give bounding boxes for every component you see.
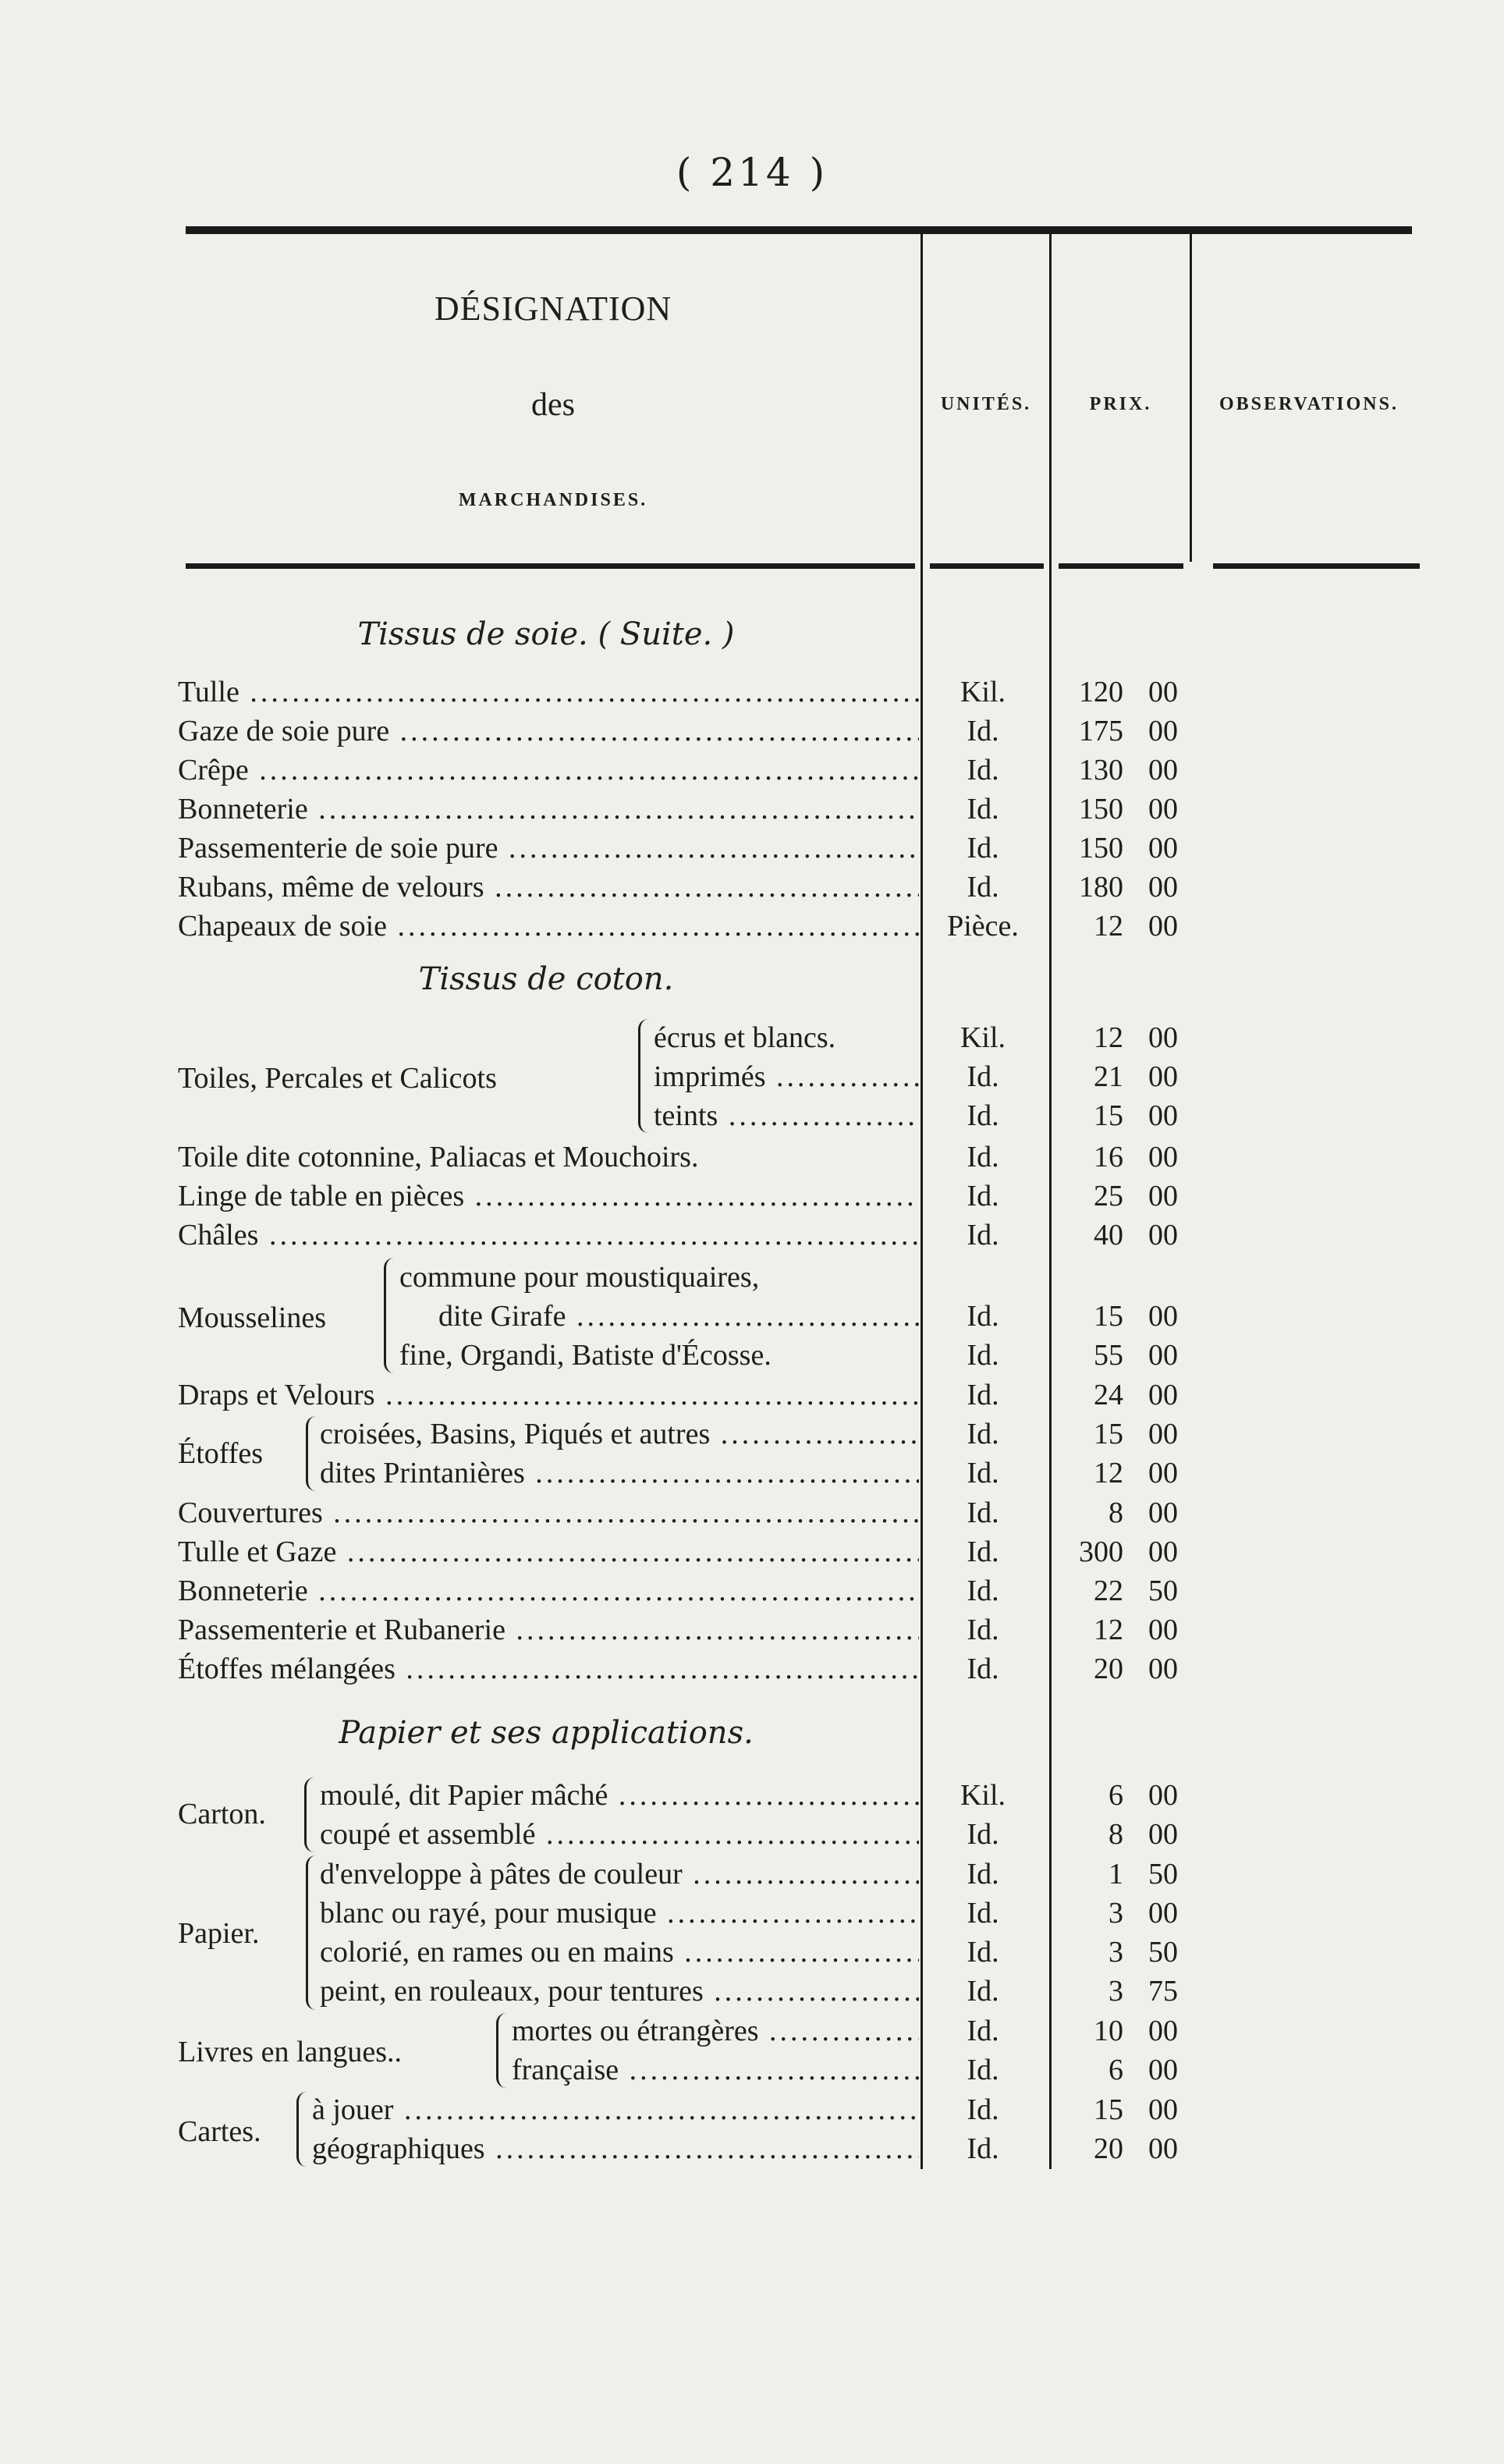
price-francs: 15 (1094, 1099, 1123, 1132)
table-row (0, 712, 1504, 751)
table-row (0, 829, 1504, 868)
price-francs: 1 (1108, 1858, 1123, 1891)
price-centimes: 50 (1148, 1936, 1178, 1969)
table-row (0, 1776, 1504, 1815)
price-centimes: 00 (1148, 1497, 1178, 1529)
unit-cell: Id. (967, 1379, 999, 1411)
unit-cell: Pièce. (947, 910, 1019, 943)
item-label: géographiques ..... (312, 2129, 919, 2168)
item-label: dite Girafe ..... (438, 1297, 919, 1336)
unit-cell: Id. (967, 2093, 999, 2126)
item-label: commune pour moustiquaires, (399, 1261, 760, 1294)
price-francs: 24 (1094, 1379, 1123, 1411)
item-label: teints ..... (654, 1096, 919, 1135)
table-row (0, 1138, 1504, 1177)
price-francs: 20 (1094, 1653, 1123, 1685)
item-label: Passementerie et Rubanerie ..... (178, 1610, 919, 1649)
table-row (0, 1649, 1504, 1688)
page-number: ( 214 ) (676, 150, 828, 195)
price-francs: 12 (1094, 910, 1123, 943)
item-label: Bonneterie ..... (178, 1571, 919, 1610)
table-row (0, 907, 1504, 946)
price-francs: 20 (1094, 2132, 1123, 2165)
table-row (0, 1018, 1504, 1057)
price-centimes: 00 (1148, 2054, 1178, 2086)
price-francs: 300 (1079, 1536, 1123, 1568)
unit-cell: Id. (967, 2015, 999, 2047)
unit-cell: Id. (967, 2132, 999, 2165)
item-label: peint, en rouleaux, pour tentures ..... (320, 1972, 919, 2011)
unit-cell: Kil. (960, 1779, 1006, 1812)
unit-cell: Id. (967, 2054, 999, 2086)
item-label: coupé et assemblé ..... (320, 1815, 919, 1854)
header-rule-price (1059, 563, 1183, 569)
header-designation: DÉSIGNATION (434, 289, 672, 328)
item-label: Étoffes mélangées ..... (178, 1649, 919, 1688)
item-label: dites Printanières ..... (320, 1454, 919, 1493)
unit-cell: Id. (967, 1457, 999, 1489)
price-centimes: 00 (1148, 2093, 1178, 2126)
price-francs: 180 (1079, 871, 1123, 904)
price-centimes: 00 (1148, 715, 1178, 747)
unit-cell: Id. (967, 1975, 999, 2008)
price-francs: 12 (1094, 1457, 1123, 1489)
table-row (0, 1376, 1504, 1415)
table-row (0, 1216, 1504, 1255)
price-francs: 10 (1094, 2015, 1123, 2047)
price-francs: 22 (1094, 1575, 1123, 1607)
price-francs: 6 (1108, 2054, 1123, 2086)
unit-cell: Kil. (960, 676, 1006, 708)
price-centimes: 50 (1148, 1858, 1178, 1891)
unit-cell: Id. (967, 1099, 999, 1132)
table-row (0, 2129, 1504, 2168)
table-row (0, 1415, 1504, 1454)
table-row (0, 751, 1504, 790)
price-francs: 175 (1079, 715, 1123, 747)
price-centimes: 00 (1148, 754, 1178, 786)
header-price: PRIX. (1089, 394, 1152, 414)
header-observations: OBSERVATIONS. (1218, 394, 1399, 414)
unit-cell: Id. (967, 1497, 999, 1529)
table-row (0, 1096, 1504, 1135)
item-label: mortes ou étrangères ..... (512, 2011, 919, 2050)
table-row (0, 1933, 1504, 1972)
item-label: française ..... (512, 2050, 919, 2089)
item-label: Rubans, même de velours ..... (178, 868, 919, 907)
price-francs: 21 (1094, 1060, 1123, 1093)
price-francs: 6 (1108, 1779, 1123, 1812)
item-label: Draps et Velours ..... (178, 1376, 919, 1415)
table-row (0, 1057, 1504, 1096)
price-centimes: 00 (1148, 1021, 1178, 1054)
price-francs: 15 (1094, 1418, 1123, 1450)
item-label: Crêpe ..... (178, 751, 919, 790)
price-francs: 3 (1108, 1975, 1123, 2008)
table-row (0, 868, 1504, 907)
header-rule-observations (1213, 563, 1420, 569)
section-title-papier: Papier et ses applications. (339, 1715, 754, 1751)
table-row (0, 1972, 1504, 2011)
group-label-etoffes: Étoffes (178, 1437, 264, 1470)
price-francs: 16 (1094, 1141, 1123, 1173)
table-row (0, 1336, 1504, 1375)
unit-cell: Id. (967, 793, 999, 825)
section-title-coton: Tissus de coton. (418, 961, 674, 997)
price-centimes: 00 (1148, 2015, 1178, 2047)
price-centimes: 00 (1148, 1897, 1178, 1930)
table-row (0, 1454, 1504, 1493)
price-centimes: 00 (1148, 2132, 1178, 2165)
table-row (0, 1815, 1504, 1854)
item-label: Linge de table en pièces ..... (178, 1177, 919, 1216)
item-label: Passementerie de soie pure ..... (178, 829, 919, 868)
unit-cell: Id. (967, 1339, 999, 1372)
price-centimes: 00 (1148, 1300, 1178, 1333)
unit-cell: Id. (967, 1536, 999, 1568)
price-francs: 120 (1079, 676, 1123, 708)
price-francs: 15 (1094, 1300, 1123, 1333)
price-centimes: 00 (1148, 1614, 1178, 1646)
group-label-livres: Livres en langues.. (178, 2036, 403, 2068)
header-rule-units (930, 563, 1044, 569)
item-label: Toile dite cotonnine, Paliacas et Mouchoirs. (178, 1141, 699, 1173)
price-francs: 8 (1108, 1497, 1123, 1529)
item-label: Tulle et Gaze ..... (178, 1532, 919, 1571)
table-row (0, 673, 1504, 712)
group-label-mousselines: Mousselines (178, 1301, 326, 1334)
item-label: Châles ..... (178, 1216, 919, 1255)
item-label: à jouer ..... (312, 2090, 919, 2129)
table-row (0, 790, 1504, 829)
group-label-carton: Carton. (178, 1798, 266, 1830)
price-centimes: 00 (1148, 1180, 1178, 1212)
unit-cell: Id. (967, 1897, 999, 1930)
table-row (0, 1297, 1504, 1336)
unit-cell: Id. (967, 1219, 999, 1252)
price-centimes: 00 (1148, 910, 1178, 943)
price-francs: 40 (1094, 1219, 1123, 1252)
item-label: d'enveloppe à pâtes de couleur ..... (320, 1855, 919, 1894)
price-centimes: 00 (1148, 1536, 1178, 1568)
item-label: Bonneterie ..... (178, 790, 919, 829)
table-row (0, 1855, 1504, 1894)
unit-cell: Id. (967, 1418, 999, 1450)
price-centimes: 00 (1148, 1339, 1178, 1372)
price-francs: 15 (1094, 2093, 1123, 2126)
price-francs: 12 (1094, 1021, 1123, 1054)
table-row (0, 1571, 1504, 1610)
unit-cell: Id. (967, 1936, 999, 1969)
item-label: moulé, dit Papier mâché ..... (320, 1776, 919, 1815)
price-francs: 8 (1108, 1818, 1123, 1851)
item-label: fine, Organdi, Batiste d'Écosse. (399, 1339, 772, 1372)
unit-cell: Id. (967, 1858, 999, 1891)
item-label: blanc ou rayé, pour musique ..... (320, 1894, 919, 1933)
price-centimes: 00 (1148, 1653, 1178, 1685)
price-francs: 130 (1079, 754, 1123, 786)
item-label: croisées, Basins, Piqués et autres ..... (320, 1415, 919, 1454)
group-label-toiles: Toiles, Percales et Calicots (178, 1062, 497, 1095)
item-label: colorié, en rames ou en mains ..... (320, 1933, 919, 1972)
unit-cell: Id. (967, 1300, 999, 1333)
header-des: des (531, 387, 575, 423)
price-centimes: 00 (1148, 1379, 1178, 1411)
price-centimes: 00 (1148, 1418, 1178, 1450)
table-row (0, 2011, 1504, 2050)
item-label: Chapeaux de soie ..... (178, 907, 919, 946)
group-label-cartes: Cartes. (178, 2115, 261, 2148)
unit-cell: Id. (967, 832, 999, 865)
price-centimes: 00 (1148, 1060, 1178, 1093)
price-centimes: 75 (1148, 1975, 1178, 2008)
table-row (0, 1532, 1504, 1571)
price-francs: 12 (1094, 1614, 1123, 1646)
group-label-papier: Papier. (178, 1917, 260, 1950)
unit-cell: Id. (967, 1141, 999, 1173)
price-centimes: 00 (1148, 1818, 1178, 1851)
unit-cell: Id. (967, 1818, 999, 1851)
section-title-soie: Tissus de soie. ( Suite. ) (357, 616, 735, 652)
top-rule (186, 226, 1412, 234)
table-row (0, 1258, 1504, 1297)
header-marchandises: MARCHANDISES. (458, 490, 648, 510)
price-centimes: 00 (1148, 1099, 1178, 1132)
item-label: imprimés ..... (654, 1057, 919, 1096)
unit-cell: Id. (967, 1614, 999, 1646)
table-row (0, 1177, 1504, 1216)
price-francs: 55 (1094, 1339, 1123, 1372)
unit-cell: Kil. (960, 1021, 1006, 1054)
price-francs: 25 (1094, 1180, 1123, 1212)
price-francs: 150 (1079, 832, 1123, 865)
price-centimes: 00 (1148, 1779, 1178, 1812)
unit-cell: Id. (967, 1180, 999, 1212)
price-centimes: 00 (1148, 1457, 1178, 1489)
table-row (0, 1610, 1504, 1649)
unit-cell: Id. (967, 715, 999, 747)
unit-cell: Id. (967, 1653, 999, 1685)
item-label: Tulle ..... (178, 673, 919, 712)
table-row (0, 2090, 1504, 2129)
header-rule-designation (186, 563, 915, 569)
table-row (0, 2050, 1504, 2089)
unit-cell: Id. (967, 1060, 999, 1093)
table-row (0, 1493, 1504, 1532)
price-centimes: 00 (1148, 676, 1178, 708)
table-row (0, 1894, 1504, 1933)
price-francs: 3 (1108, 1936, 1123, 1969)
price-centimes: 00 (1148, 871, 1178, 904)
price-centimes: 00 (1148, 1141, 1178, 1173)
unit-cell: Id. (967, 1575, 999, 1607)
price-centimes: 00 (1148, 1219, 1178, 1252)
item-label: Gaze de soie pure ..... (178, 712, 919, 751)
unit-cell: Id. (967, 871, 999, 904)
item-label: Couvertures ..... (178, 1493, 919, 1532)
price-francs: 3 (1108, 1897, 1123, 1930)
item-label: écrus et blancs. (654, 1021, 836, 1054)
unit-cell: Id. (967, 754, 999, 786)
header-units: UNITÉS. (940, 394, 1032, 414)
price-centimes: 00 (1148, 832, 1178, 865)
price-francs: 150 (1079, 793, 1123, 825)
price-centimes: 00 (1148, 793, 1178, 825)
price-centimes: 50 (1148, 1575, 1178, 1607)
